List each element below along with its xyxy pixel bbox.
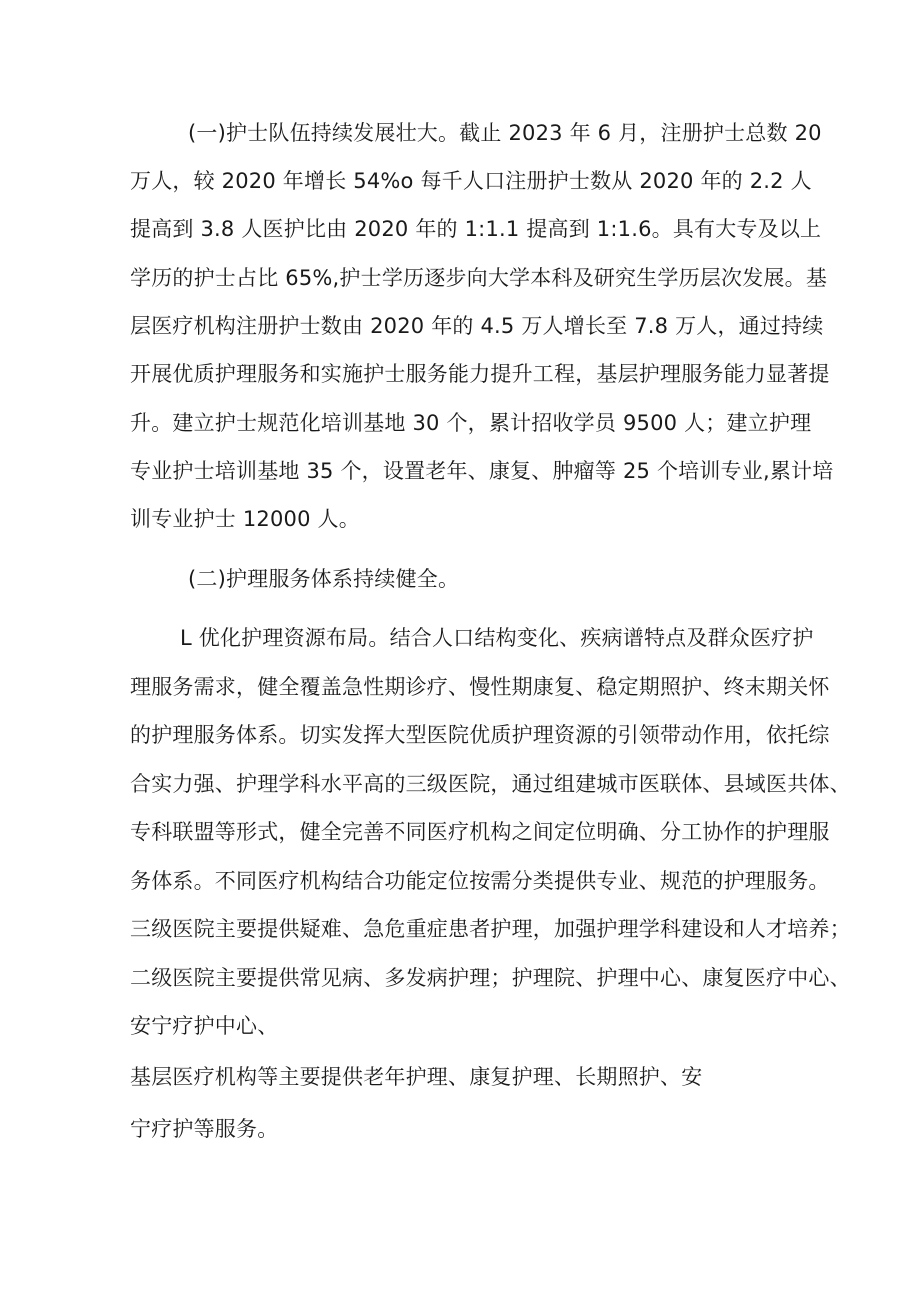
text-line: 开展优质护理服务和实施护士服务能力提升工程，基层护理服务能力显著提 bbox=[130, 362, 830, 386]
text-line: 专业护士培训基地 35 个，设置老年、康复、肿瘤等 25 个培训专业,累计培 bbox=[130, 459, 834, 483]
text-line: 安宁疗护中心、 bbox=[130, 1014, 279, 1038]
text-line: 专科联盟等形式，健全完善不同医疗机构之间定位明确、分工协作的护理服 bbox=[130, 820, 830, 844]
text-line: 基层医疗机构等主要提供老年护理、康复护理、长期照护、安 bbox=[130, 1065, 703, 1089]
text-line: 提高到 3.8 人医护比由 2020 年的 1:1.1 提高到 1:1.6。具有大专及以上 bbox=[130, 217, 822, 241]
text-line: 三级医院主要提供疑难、急危重症患者护理，加强护理学科建设和人才培养； bbox=[130, 917, 851, 941]
text-line: 理服务需求，健全覆盖急性期诊疗、慢性期康复、稳定期照护、终末期关怀 bbox=[130, 675, 830, 699]
text-line: 宁疗护等服务。 bbox=[130, 1117, 279, 1141]
text-line: (一)护士队伍持续发展壮大。截止 2023 年 6 月，注册护士总数 20 bbox=[188, 121, 822, 145]
section-heading: (二)护理服务体系持续健全。 bbox=[188, 567, 460, 591]
text-line: L 优化护理资源布局。结合人口结构变化、疾病谱特点及群众医疗护 bbox=[180, 626, 814, 650]
text-line: 合实力强、护理学科水平高的三级医院，通过组建城市医联体、县域医共体、 bbox=[130, 772, 851, 796]
text-line: 层医疗机构注册护士数由 2020 年的 4.5 万人增长至 7.8 万人，通过持续 bbox=[130, 314, 824, 338]
text-line: 训专业护士 12000 人。 bbox=[130, 507, 360, 531]
text-line: 升。建立护士规范化培训基地 30 个，累计招收学员 9500 人；建立护理 bbox=[130, 411, 812, 435]
text-line: 学历的护士占比 65%,护士学历逐步向大学本科及研究生学历层次发展。基 bbox=[130, 266, 828, 290]
text-line: 二级医院主要提供常见病、多发病护理；护理院、护理中心、康复医疗中心、 bbox=[130, 966, 851, 990]
text-line: 务体系。不同医疗机构结合功能定位按需分类提供专业、规范的护理服务。 bbox=[130, 869, 830, 893]
text-line: 的护理服务体系。切实发挥大型医院优质护理资源的引领带动作用，依托综 bbox=[130, 723, 830, 747]
text-line: 万人，较 2020 年增长 54%o 每千人口注册护士数从 2020 年的 2.2 人 bbox=[130, 169, 812, 193]
